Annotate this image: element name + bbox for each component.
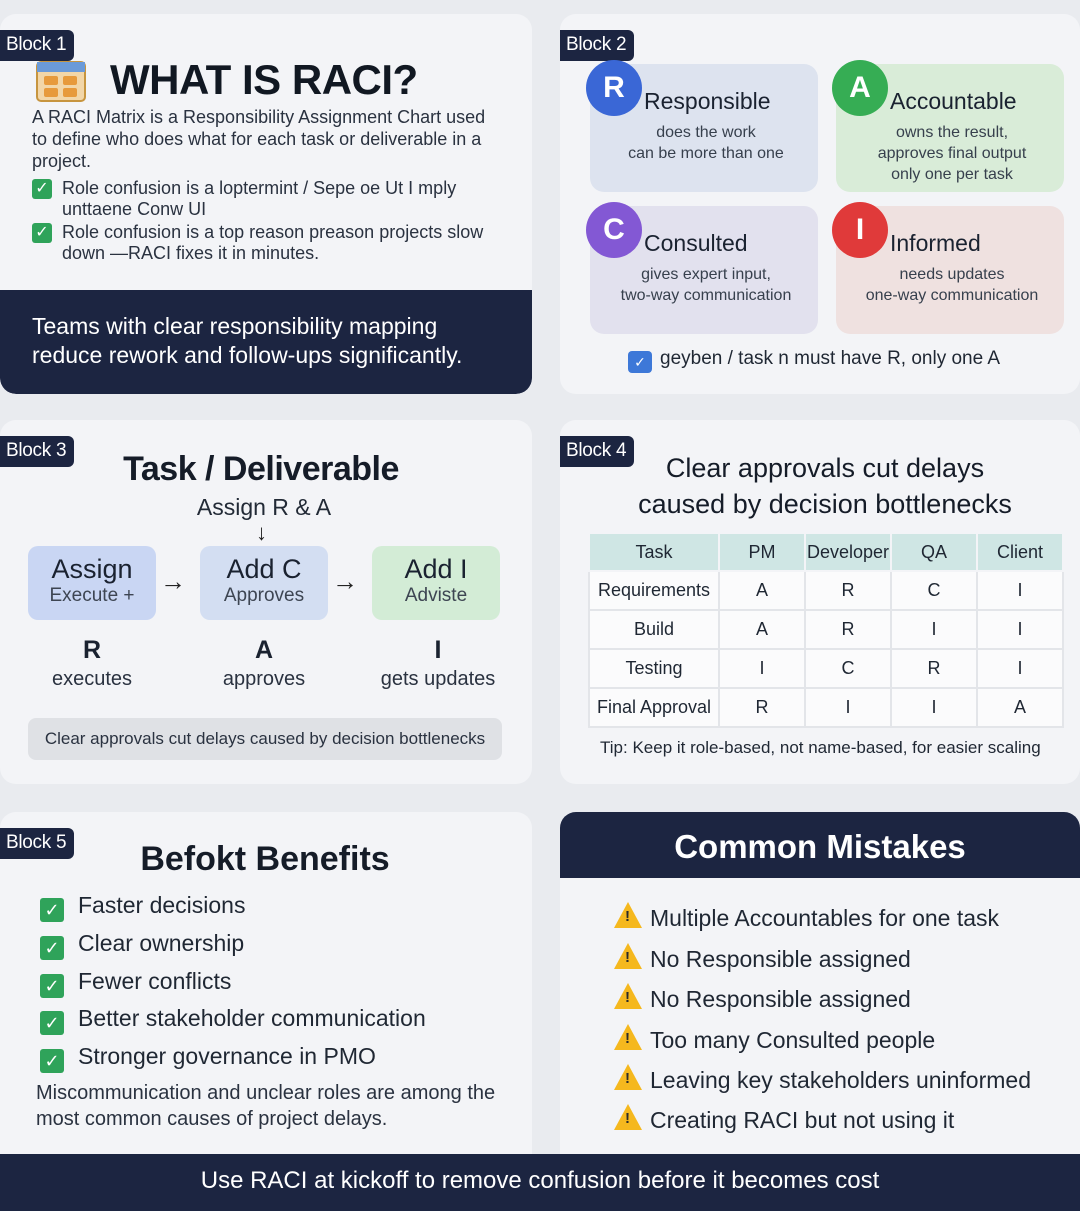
block-5-benefits [0, 812, 532, 1154]
benefit-item: ✓ Faster decisions [40, 892, 245, 922]
common-mistakes-panel [560, 812, 1080, 1154]
check-icon: ✓ [40, 898, 64, 922]
role-name: Consulted [644, 230, 748, 256]
role-label: approves [222, 668, 306, 690]
warning-icon: ! [614, 943, 642, 969]
benefit-item: ✓ Fewer conflicts [40, 968, 231, 998]
right-arrow-icon: → [332, 566, 358, 596]
block-4-raci-table [560, 420, 1080, 784]
role-description: gives expert input, two-way communication [620, 266, 792, 304]
role-name: Accountable [890, 88, 1017, 114]
warning-icon: ! [614, 983, 642, 1009]
table-cell: R [805, 610, 891, 649]
callout-banner: Teams with clear responsibility mapping reduce rework and follow-ups significantly. [0, 290, 532, 394]
warning-icon: ! [614, 1104, 642, 1130]
block-tag: Block 1 [0, 30, 74, 61]
table-cell: R [891, 649, 977, 688]
mistake-item: ! Multiple Accountables for one task [614, 902, 999, 932]
table-cell: Build [589, 610, 719, 649]
check-icon: ✓ [40, 1049, 64, 1073]
role-name: Responsible [644, 88, 771, 114]
mistake-item: ! No Responsible assigned [614, 983, 911, 1013]
column-header: PM [719, 533, 805, 571]
table-row [589, 610, 1063, 649]
right-arrow-icon: → [160, 566, 186, 596]
role-name: Informed [890, 230, 981, 256]
block-2-raci-roles [560, 14, 1080, 394]
table-row [589, 688, 1063, 727]
block-tag: Block 2 [560, 30, 634, 61]
role-label: executes [51, 668, 133, 690]
column-header: QA [891, 533, 977, 571]
check-icon: ✓ [32, 179, 52, 199]
table-title: Clear approvals cut delays caused by decision bottlenecks [638, 453, 1012, 519]
table-cell: I [977, 610, 1063, 649]
role-letter: A [254, 636, 274, 664]
warning-icon: ! [614, 902, 642, 928]
role-letter-badge: R [586, 60, 642, 116]
column-header: Task [589, 533, 719, 571]
table-row [589, 571, 1063, 610]
role-letter-badge: C [586, 202, 642, 258]
table-cell: Testing [589, 649, 719, 688]
workflow-note: Clear approvals cut delays caused by decision bottlenecks [28, 718, 502, 760]
role-letter-badge: A [832, 60, 888, 116]
info-icon: ✓ [628, 351, 652, 373]
role-card-consulted [590, 206, 818, 334]
page-title: WHAT IS RACI? [110, 56, 418, 103]
block-tag: Block 5 [0, 828, 74, 859]
table-row [589, 649, 1063, 688]
table-cell: I [805, 688, 891, 727]
role-card-informed [836, 206, 1064, 334]
down-arrow-icon: ↓ [256, 520, 267, 545]
role-card-responsible [590, 64, 818, 192]
role-letter: I [434, 636, 442, 664]
footer-banner: Use RACI at kickoff to remove confusion before it becomes cost [0, 1154, 1080, 1211]
role-label: gets updates [380, 668, 496, 690]
flow-step-add-i: Add I Adviste [372, 546, 500, 620]
mistake-item: ! Creating RACI but not using it [614, 1104, 954, 1134]
block-tag: Block 4 [560, 436, 634, 467]
tip-text: Tip: Keep it role-based, not name-based, for easier scaling [600, 738, 1041, 757]
raci-definition: A RACI Matrix is a Responsibility Assignment Chart used to define who does what for each task or deliverable in a project. [32, 107, 486, 171]
mistakes-title: Common Mistakes [560, 812, 1080, 878]
block-3-workflow [0, 420, 532, 784]
table-cell: A [719, 571, 805, 610]
table-cell: C [805, 649, 891, 688]
table-cell: C [891, 571, 977, 610]
block-tag: Block 3 [0, 436, 74, 467]
role-letter-badge: I [832, 202, 888, 258]
table-cell: I [891, 610, 977, 649]
table-header-row [589, 533, 1063, 571]
raci-rule: ✓ geyben / task n must have R, only one A [628, 348, 1000, 373]
flow-step-assign: Assign Execute + [28, 546, 156, 620]
column-header: Client [977, 533, 1063, 571]
mistake-item: ! Leaving key stakeholders uninformed [614, 1064, 1031, 1094]
role-description: owns the result, approves final output only one per task [877, 124, 1027, 183]
check-icon: ✓ [40, 936, 64, 960]
warning-icon: ! [614, 1064, 642, 1090]
table-cell: Final Approval [589, 688, 719, 727]
table-cell: I [977, 571, 1063, 610]
table-cell: I [719, 649, 805, 688]
benefit-item: ✓ Clear ownership [40, 930, 244, 960]
benefits-title: Befokt Benefits [140, 840, 390, 878]
role-description: needs updates one-way communication [865, 266, 1039, 304]
flow-step-add-c: Add C Approves [200, 546, 328, 620]
column-header: Developer [805, 533, 891, 571]
bullet-item: ✓ Role confusion is a top reason preason projects slow down —RACI fixes it in minutes. [32, 222, 502, 264]
warning-icon: ! [614, 1024, 642, 1050]
calendar-icon [36, 58, 86, 102]
role-description: does the work can be more than one [628, 124, 784, 162]
table-cell: R [719, 688, 805, 727]
table-cell: I [977, 649, 1063, 688]
table-cell: Requirements [589, 571, 719, 610]
role-card-accountable [836, 64, 1064, 192]
benefit-item: ✓ Better stakeholder communication [40, 1005, 426, 1035]
raci-matrix-table [588, 532, 1064, 728]
table-cell: A [977, 688, 1063, 727]
block-1-what-is-raci [0, 14, 532, 394]
workflow-title: Task / Deliverable [123, 450, 399, 488]
bullet-item: ✓ Role confusion is a loptermint / Sepe oe Ut I mply unttaene Conw UI [32, 178, 502, 220]
check-icon: ✓ [32, 223, 52, 243]
check-icon: ✓ [40, 1011, 64, 1035]
table-cell: R [805, 571, 891, 610]
workflow-subtitle: Assign R & A [196, 494, 332, 520]
benefit-item: ✓ Stronger governance in PMO [40, 1043, 376, 1073]
mistake-item: ! No Responsible assigned [614, 943, 911, 973]
check-icon: ✓ [40, 974, 64, 998]
table-cell: A [719, 610, 805, 649]
table-cell: I [891, 688, 977, 727]
benefits-footnote: Miscommunication and unclear roles are among the most common causes of project delays. [36, 1082, 496, 1130]
role-letter: R [82, 636, 102, 664]
mistake-item: ! Too many Consulted people [614, 1024, 935, 1054]
